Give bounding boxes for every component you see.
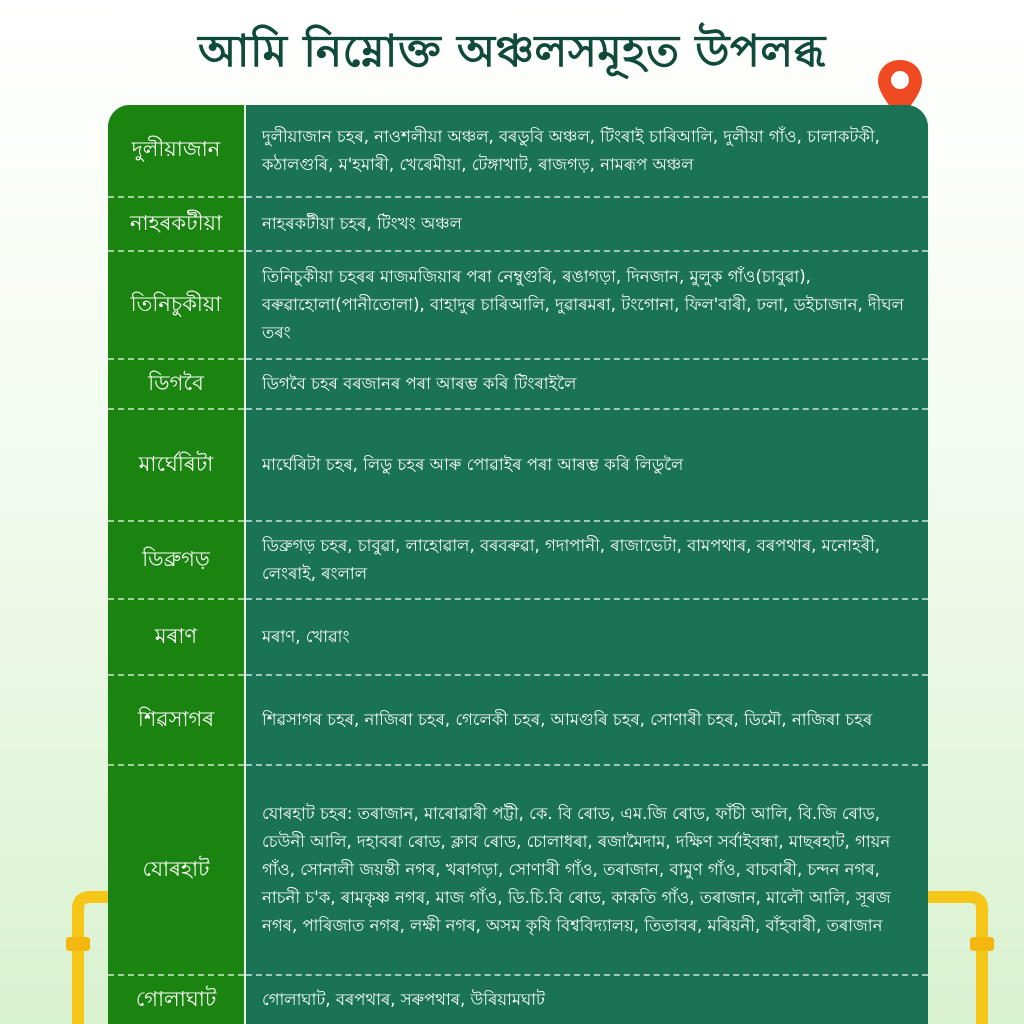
area-list: ডিব্ৰুগড় চহৰ, চাবুৱা, লাহোৱাল, বৰবৰুৱা, গদাপানী, ৰাজাভেটা, বামপথাৰ, বৰপথাৰ, মনোহৰী, লেংৰাই, ৰংলাল — [245, 521, 928, 599]
place-name: যোৰহাট — [108, 765, 245, 975]
area-list: মৰাণ, খোৱাং — [245, 599, 928, 675]
table-row — [108, 197, 928, 251]
service-area-table — [108, 105, 928, 1024]
area-list: নাহৰকটীয়া চহৰ, টিংখং অঞ্চল — [245, 197, 928, 251]
place-name: দুলীয়াজান — [108, 105, 245, 197]
table-row — [108, 521, 928, 599]
area-list: মাৰ্ঘেৰিটা চহৰ, লিডু চহৰ আৰু পোৱাইৰ পৰা আৰম্ভ কৰি লিডুলৈ — [245, 409, 928, 521]
place-name: ডিব্ৰুগড় — [108, 521, 245, 599]
place-name: নাহৰকটীয়া — [108, 197, 245, 251]
area-list: ডিগবৈ চহৰ বৰজানৰ পৰা আৰম্ভ কৰি টিংৰাইলৈ — [245, 359, 928, 409]
table-row — [108, 599, 928, 675]
area-list: শিৱসাগৰ চহৰ, নাজিৰা চহৰ, গেলেকী চহৰ, আমগুৰি চহৰ, সোণাৰী চহৰ, ডিমৌ, নাজিৰা চহৰ — [245, 675, 928, 765]
table-row — [108, 765, 928, 975]
table-row — [108, 359, 928, 409]
place-name: তিনিচুকীয়া — [108, 251, 245, 359]
area-list: যোৰহাট চহৰ: তৰাজান, মাৰোৱাৰী পট্টী, কে. বি ৰোড, এম.জি ৰোড, ফাঁচী আলি, বি.জি ৰোড, চেউনী আলি, দহাবৰা ৰোড, ক্লাব ৰোড, চোলাধৰা, ৰজামৈদাম, দক্ষিণ সৰ্বাইবন্ধা, মাছৰহাট, গায়ন গাঁও, সোনালী জয়ন্তী নগৰ, খৰাগড়া, সোণাৰী গাঁও, তৰাজান, বামুণ গাঁও, বাচবাৰী, চন্দন নগৰ, নাচনী চ'ক, ৰামকৃষ্ণ নগৰ, মাজ গাঁও, ডি.চি.বি ৰোড, কাকতি গাঁও, তৰাজান, মালৌ আলি, সূৰজ নগৰ, পাৰিজাত নগৰ, লক্ষী নগৰ, অসম কৃষি বিশ্ববিদ্যালয়, তিতাবৰ, মৰিয়নী, বাঁহবাৰী, তৰাজান — [245, 765, 928, 975]
place-name: শিৱসাগৰ — [108, 675, 245, 765]
area-list: তিনিচুকীয়া চহৰৰ মাজমজিয়াৰ পৰা নেম্বুগুৰি, ৰঙাগড়া, দিনজান, মুলুক গাঁও(চাবুৱা), বৰুৱাহোলা(পানীতোলা), বাহাদুৰ চাৰিআলি, দুৱাৰমৰা, টংগোনা, ফিল'বাৰী, ঢলা, ডইচাজান, দীঘল তৰং — [245, 251, 928, 359]
area-list: গোলাঘাট, বৰপথাৰ, সৰুপথাৰ, উৰিয়ামঘাট — [245, 975, 928, 1024]
area-list: দুলীয়াজান চহৰ, নাওশলীয়া অঞ্চল, বৰডুবি অঞ্চল, টিংৰাই চাৰিআলি, দুলীয়া গাঁও, চালাকটকী, কঠালগুৰি, ম'হমাৰী, খেৰেমীয়া, টেঙ্গাখাট, ৰাজগড়, নামৰূপ অঞ্চল — [245, 105, 928, 197]
table-row — [108, 675, 928, 765]
table-row — [108, 975, 928, 1024]
place-name: মাৰ্ঘেৰিটা — [108, 409, 245, 521]
place-name: গোলাঘাট — [108, 975, 245, 1024]
table-row — [108, 105, 928, 197]
place-name: ডিগবৈ — [108, 359, 245, 409]
place-name: মৰাণ — [108, 599, 245, 675]
page-title: আমি নিম্নোক্ত অঞ্চলসমূহত উপলব্ধ — [198, 26, 826, 77]
table-row — [108, 409, 928, 521]
table-row — [108, 251, 928, 359]
